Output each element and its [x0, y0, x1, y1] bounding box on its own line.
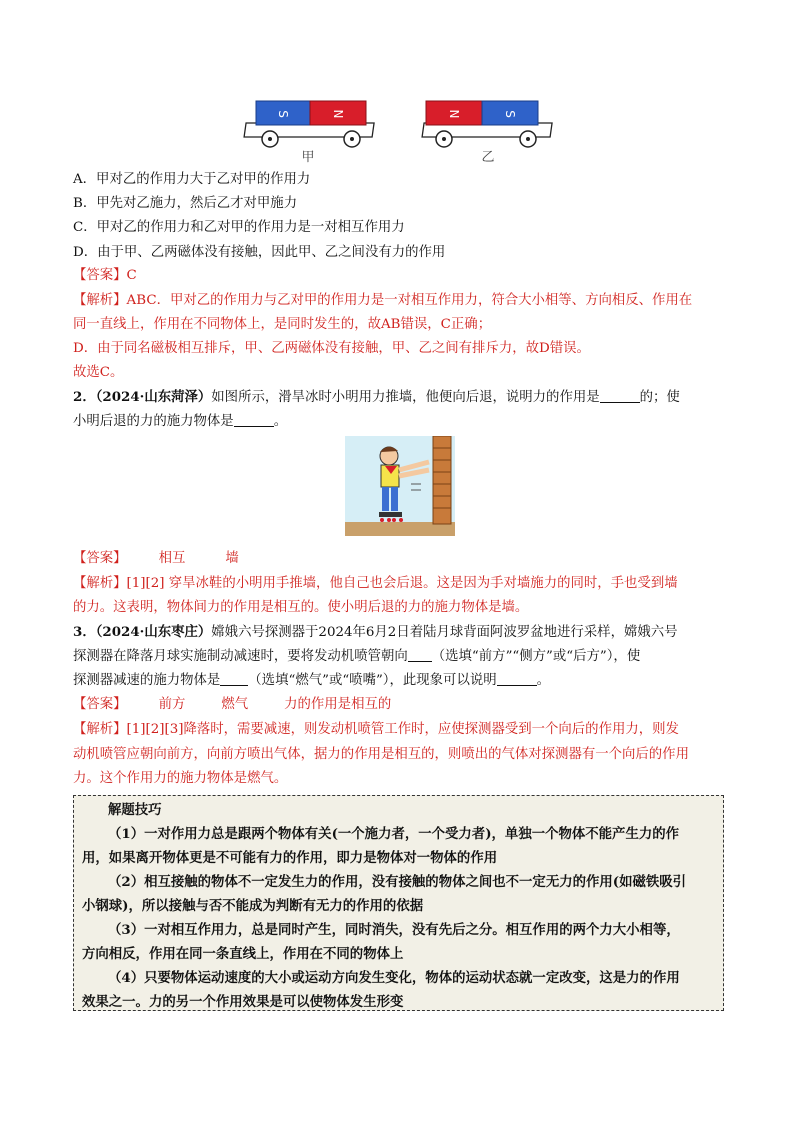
q3-text-3c: 。: [536, 673, 551, 688]
tips-title: 解题技巧: [108, 802, 162, 818]
q3-source: （2024·山东枣庄）: [95, 624, 212, 640]
skater-pushing-wall-figure: [345, 436, 455, 536]
q3-answer-label: 【答案】: [73, 697, 127, 712]
q2-analysis-line-2: 的力。这表明，物体间力的作用是相互的。使小明后退的力的施力物体是墙。: [73, 600, 529, 615]
cart-jia: [244, 101, 374, 147]
tips-p4-line-2: 效果之一。力的另一个作用效果是可以使物体发生形变: [82, 994, 404, 1010]
option-b: B．甲先对乙施力，然后乙才对甲施力: [73, 196, 298, 211]
q3-text-line-3: [73, 671, 550, 691]
tips-p1-line-1: （1）一对作用力总是跟两个物体有关(一个施力者，一个受力者)，单独一个物体不能产生力的作: [108, 826, 680, 842]
q2-number: 2．: [73, 389, 96, 405]
magnet-label-n: N: [331, 109, 345, 119]
tips-p4-line-1: （4）只要物体运动速度的大小或运动方向发生变化，物体的运动状态就一定改变，这是力的作用: [108, 970, 680, 986]
cart-yi: [422, 101, 552, 147]
q2-blank-1: [600, 389, 640, 403]
tips-p3-line-2: 方向相反，作用在同一条直线上，作用在不同的物体上: [82, 946, 404, 962]
tips-box: [73, 795, 724, 1011]
q3-blank-2: [220, 672, 248, 686]
q2-text-2a: 小明后退的力的施力物体是: [73, 414, 234, 429]
q2-source: （2024·山东菏泽）: [95, 389, 212, 405]
q3-text-2b: （选填“前方”“侧方”或“后方”），使: [431, 649, 641, 664]
q2-text-2b: 。: [273, 414, 288, 429]
q3-text-line-1: [73, 622, 678, 643]
q1-analysis-line-3: D．由于同名磁极相互排斥，甲、乙两磁体没有接触，甲、乙之间有排斥力，故D错误。: [73, 341, 590, 356]
q2-answer-2: 墙: [225, 551, 239, 566]
q3-text-1: 嫦娥六号探测器于2024年6月2日着陆月球背面阿波罗盆地进行采样，嫦娥六号: [211, 625, 678, 640]
q3-answer-3: 力的作用是相互的: [284, 697, 392, 712]
q2-text-1b: 的；使: [639, 390, 680, 405]
q2-answer-1: 相互: [158, 551, 186, 566]
label-jia: 甲: [301, 150, 315, 165]
magnet-carts-figure: [240, 95, 560, 165]
magnet-label-n: N: [447, 109, 461, 119]
tips-p3-line-1: （3）一对相互作用力，总是同时产生，同时消失，没有先后之分。相互作用的两个力大小相等，: [108, 922, 680, 938]
q3-answer: [73, 695, 391, 715]
label-yi: 乙: [481, 150, 495, 165]
q2-text-1a: 如图所示，滑旱冰时小明用力推墙，他便向后退，说明力的作用是: [211, 390, 600, 405]
q3-text-3b: （选填“燃气”或“喷嘴”），此现象可以说明: [248, 673, 497, 688]
q2-text-line-1: [73, 387, 680, 408]
option-a: A．甲对乙的作用力大于乙对甲的作用力: [73, 172, 311, 187]
q2-answer-label: 【答案】: [73, 551, 127, 566]
option-d: D．由于甲、乙两磁体没有接触，因此甲、乙之间没有力的作用: [73, 245, 446, 260]
q3-text-line-2: [73, 647, 640, 667]
brick-wall: [433, 436, 451, 524]
q1-analysis-line-1: 【解析】ABC．甲对乙的作用力与乙对甲的作用力是一对相互作用力，符合大小相等、方向相反、作用在: [73, 293, 693, 308]
q2-blank-2: [234, 413, 274, 427]
q3-analysis-line-2: 动机喷管应朝向前方，向前方喷出气体，据力的作用是相互的，则喷出的气体对探测器有一个向后的作用: [73, 747, 689, 762]
tips-p2-line-2: 小钢球)，所以接触与否不能成为判断有无力的作用的依据: [82, 898, 424, 914]
q3-number: 3．: [73, 624, 96, 640]
q2-text-line-2: [73, 412, 287, 432]
q3-text-3a: 探测器减速的施力物体是: [73, 673, 221, 688]
q3-analysis-line-1: 【解析】[1][2][3]降落时，需要减速，则发动机喷管工作时，应使探测器受到一个向后的作用力，则发: [73, 722, 679, 737]
q1-analysis-line-4: 故选C。: [73, 365, 124, 380]
tips-p2-line-1: （2）相互接触的物体不一定发生力的作用，没有接触的物体之间也不一定无力的作用(如磁铁吸引: [108, 874, 687, 890]
q1-answer: 【答案】C: [73, 268, 137, 283]
option-c: C．甲对乙的作用力和乙对甲的作用力是一对相互作用力: [73, 220, 405, 235]
tips-p1-line-2: 用，如果离开物体更是不可能有力的作用，即力是物体对一物体的作用: [82, 850, 498, 866]
q2-analysis-line-1: 【解析】[1][2] 穿旱冰鞋的小明用手推墙，他自己也会后退。这是因为手对墙施力的同时，手也受到墙: [73, 576, 678, 591]
magnet-label-s: S: [503, 110, 517, 118]
q3-answer-1: 前方: [158, 697, 186, 712]
q3-blank-1: [408, 648, 432, 662]
q3-text-2a: 探测器在降落月球实施制动减速时，要将发动机喷管朝向: [73, 649, 408, 664]
q2-answer: [73, 549, 239, 569]
magnet-label-s: S: [276, 110, 290, 118]
q3-answer-2: 燃气: [221, 697, 249, 712]
q3-analysis-line-3: 力。这个作用力的施力物体是燃气。: [73, 771, 288, 786]
q1-analysis-line-2: 同一直线上，作用在不同物体上，是同时发生的，故AB错误，C正确；: [73, 317, 492, 332]
q3-blank-3: [497, 672, 537, 686]
